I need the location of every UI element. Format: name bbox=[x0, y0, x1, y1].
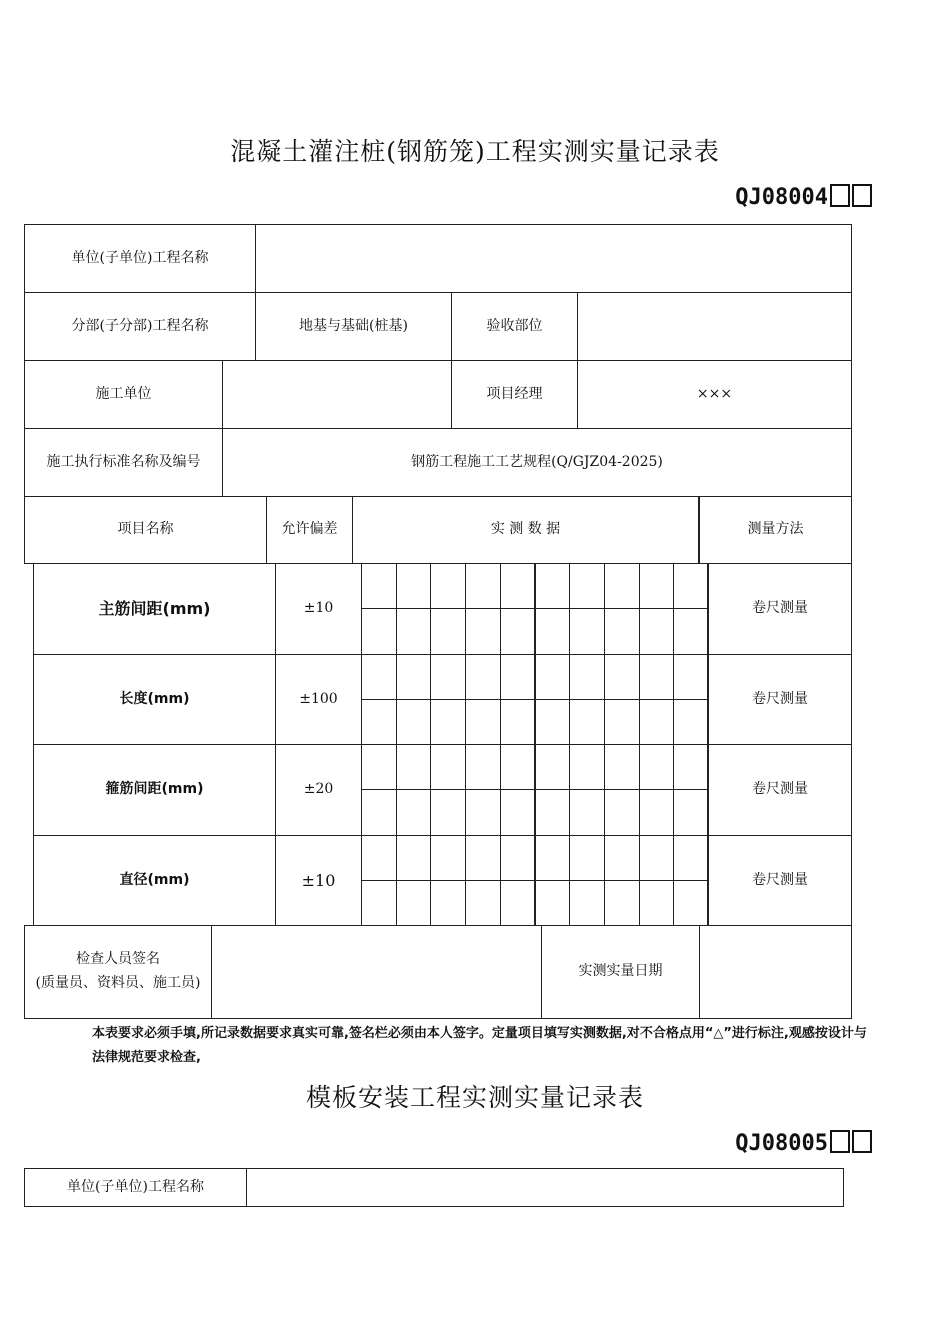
item-name: 长度(mm) bbox=[33, 654, 276, 745]
date-label: 实测实量日期 bbox=[541, 925, 700, 1019]
header-item: 项目名称 bbox=[24, 496, 267, 564]
acceptance-part-field[interactable] bbox=[577, 292, 852, 361]
standard-field[interactable]: 钢筋工程施工工艺规程(Q/GJZ04-2025) bbox=[222, 428, 852, 497]
measurement-cell[interactable] bbox=[535, 699, 571, 745]
measurement-cell[interactable] bbox=[465, 880, 501, 926]
acceptance-part-label: 验收部位 bbox=[451, 292, 578, 361]
item-method: 卷尺测量 bbox=[707, 563, 852, 655]
header-tolerance: 允许偏差 bbox=[266, 496, 353, 564]
measurement-cell[interactable] bbox=[500, 563, 536, 609]
form2-title: 模板安装工程实测实量记录表 bbox=[305, 1083, 644, 1112]
form2-unit-project-field[interactable] bbox=[246, 1168, 844, 1207]
measurement-cell[interactable] bbox=[465, 654, 501, 700]
form1-title: 混凝土灌注桩(钢筋笼)工程实测实量记录表 bbox=[230, 137, 720, 166]
measurement-cell[interactable] bbox=[639, 654, 675, 700]
form1-code bbox=[735, 184, 872, 210]
measurement-cell[interactable] bbox=[465, 563, 501, 609]
measurement-cell[interactable] bbox=[604, 608, 640, 654]
measurement-cell[interactable] bbox=[569, 789, 605, 835]
measurement-cell[interactable] bbox=[535, 789, 571, 835]
measurement-cell[interactable] bbox=[535, 563, 571, 609]
item-name: 箍筋间距(mm) bbox=[33, 744, 276, 836]
item-name: 主筋间距(mm) bbox=[33, 563, 276, 655]
measurement-cell[interactable] bbox=[673, 654, 709, 700]
item-method: 卷尺测量 bbox=[707, 654, 852, 745]
form-note: 本表要求必须手填,所记录数据要求真实可靠,签名栏必须由本人签字。定量项目填写实测数据,对不合格点用“△”进行标注,观感按设计与法律规范要求检查, bbox=[92, 1026, 867, 1065]
measurement-cell[interactable] bbox=[639, 699, 675, 745]
contractor-field[interactable] bbox=[222, 360, 452, 429]
sub-project-label: 分部(子分部)工程名称 bbox=[24, 292, 256, 361]
measurement-cell[interactable] bbox=[361, 699, 397, 745]
measurement-cell[interactable] bbox=[396, 789, 432, 835]
item-name: 直径(mm) bbox=[33, 835, 276, 926]
measurement-cell[interactable] bbox=[361, 654, 397, 700]
measurement-cell[interactable] bbox=[604, 699, 640, 745]
item-tolerance: ±100 bbox=[275, 654, 362, 745]
form2-unit-project-label: 单位(子单位)工程名称 bbox=[24, 1168, 247, 1207]
measurement-cell[interactable] bbox=[430, 563, 466, 609]
measurement-cell[interactable] bbox=[569, 563, 605, 609]
measurement-cell[interactable] bbox=[535, 608, 571, 654]
measurement-cell[interactable] bbox=[535, 654, 571, 700]
item-tolerance: ±20 bbox=[275, 744, 362, 836]
inspector-label: 检查人员签名 (质量员、资料员、施工员) bbox=[24, 925, 212, 1019]
measurement-cell[interactable] bbox=[430, 880, 466, 926]
measurement-cell[interactable] bbox=[465, 608, 501, 654]
measurement-cell[interactable] bbox=[673, 608, 709, 654]
measurement-cell[interactable] bbox=[673, 744, 709, 790]
measurement-cell[interactable] bbox=[639, 608, 675, 654]
header-data: 实 测 数 据 bbox=[352, 496, 700, 564]
measurement-cell[interactable] bbox=[396, 744, 432, 790]
measurement-cell[interactable] bbox=[673, 699, 709, 745]
measurement-cell[interactable] bbox=[604, 835, 640, 881]
measurement-cell[interactable] bbox=[465, 744, 501, 790]
measurement-cell[interactable] bbox=[569, 608, 605, 654]
measurement-cell[interactable] bbox=[396, 699, 432, 745]
measurement-cell[interactable] bbox=[430, 699, 466, 745]
measurement-cell[interactable] bbox=[430, 608, 466, 654]
measurement-cell[interactable] bbox=[604, 654, 640, 700]
form2-code-text: QJ08005 bbox=[735, 1131, 828, 1156]
item-tolerance: ±10 bbox=[275, 835, 362, 926]
measurement-cell[interactable] bbox=[500, 835, 536, 881]
pm-field[interactable]: ××× bbox=[577, 360, 852, 429]
measurement-cell[interactable] bbox=[639, 789, 675, 835]
checkbox-icon bbox=[852, 1130, 872, 1153]
measurement-cell[interactable] bbox=[500, 744, 536, 790]
measurement-cell[interactable] bbox=[500, 654, 536, 700]
checkbox-icon bbox=[852, 184, 872, 207]
measurement-cell[interactable] bbox=[569, 835, 605, 881]
measurement-cell[interactable] bbox=[465, 789, 501, 835]
checkbox-icon bbox=[830, 184, 850, 207]
sub-project-field[interactable]: 地基与基础(桩基) bbox=[255, 292, 452, 361]
item-method: 卷尺测量 bbox=[707, 744, 852, 836]
standard-label: 施工执行标准名称及编号 bbox=[24, 428, 223, 497]
unit-project-field[interactable] bbox=[255, 224, 852, 293]
measurement-cell[interactable] bbox=[430, 744, 466, 790]
measurement-cell[interactable] bbox=[569, 744, 605, 790]
unit-project-label: 单位(子单位)工程名称 bbox=[24, 224, 256, 293]
measurement-cell[interactable] bbox=[639, 563, 675, 609]
measurement-cell[interactable] bbox=[673, 880, 709, 926]
measurement-cell[interactable] bbox=[604, 880, 640, 926]
measurement-cell[interactable] bbox=[604, 744, 640, 790]
measurement-cell[interactable] bbox=[361, 789, 397, 835]
measurement-cell[interactable] bbox=[673, 789, 709, 835]
item-tolerance: ±10 bbox=[275, 563, 362, 655]
date-field[interactable] bbox=[699, 925, 852, 1019]
measurement-cell[interactable] bbox=[430, 835, 466, 881]
measurement-cell[interactable] bbox=[361, 880, 397, 926]
measurement-cell[interactable] bbox=[535, 835, 571, 881]
measurement-cell[interactable] bbox=[500, 880, 536, 926]
measurement-cell[interactable] bbox=[465, 835, 501, 881]
measurement-cell[interactable] bbox=[361, 563, 397, 609]
pm-label: 项目经理 bbox=[451, 360, 578, 429]
measurement-cell[interactable] bbox=[604, 789, 640, 835]
form1-code-text: QJ08004 bbox=[735, 185, 828, 210]
checkbox-icon bbox=[830, 1130, 850, 1153]
measurement-cell[interactable] bbox=[465, 699, 501, 745]
measurement-cell[interactable] bbox=[604, 563, 640, 609]
measurement-cell[interactable] bbox=[639, 880, 675, 926]
measurement-cell[interactable] bbox=[361, 835, 397, 881]
inspector-signature-field[interactable] bbox=[211, 925, 542, 1019]
contractor-label: 施工单位 bbox=[24, 360, 223, 429]
measurement-cell[interactable] bbox=[430, 789, 466, 835]
measurement-cell[interactable] bbox=[673, 563, 709, 609]
measurement-cell[interactable] bbox=[361, 744, 397, 790]
measurement-cell[interactable] bbox=[500, 699, 536, 745]
measurement-cell[interactable] bbox=[396, 654, 432, 700]
measurement-cell[interactable] bbox=[569, 699, 605, 745]
measurement-cell[interactable] bbox=[396, 835, 432, 881]
measurement-cell[interactable] bbox=[361, 608, 397, 654]
measurement-cell[interactable] bbox=[535, 744, 571, 790]
measurement-cell[interactable] bbox=[639, 744, 675, 790]
form2-code bbox=[735, 1130, 872, 1156]
measurement-cell[interactable] bbox=[500, 789, 536, 835]
measurement-cell[interactable] bbox=[569, 880, 605, 926]
measurement-cell[interactable] bbox=[535, 880, 571, 926]
header-method: 测量方法 bbox=[699, 496, 852, 564]
measurement-cell[interactable] bbox=[569, 654, 605, 700]
measurement-cell[interactable] bbox=[430, 654, 466, 700]
measurement-grid[interactable] bbox=[361, 563, 708, 925]
measurement-cell[interactable] bbox=[673, 835, 709, 881]
item-method: 卷尺测量 bbox=[707, 835, 852, 926]
measurement-cell[interactable] bbox=[639, 835, 675, 881]
measurement-cell[interactable] bbox=[396, 880, 432, 926]
measurement-cell[interactable] bbox=[396, 608, 432, 654]
measurement-cell[interactable] bbox=[396, 563, 432, 609]
measurement-cell[interactable] bbox=[500, 608, 536, 654]
